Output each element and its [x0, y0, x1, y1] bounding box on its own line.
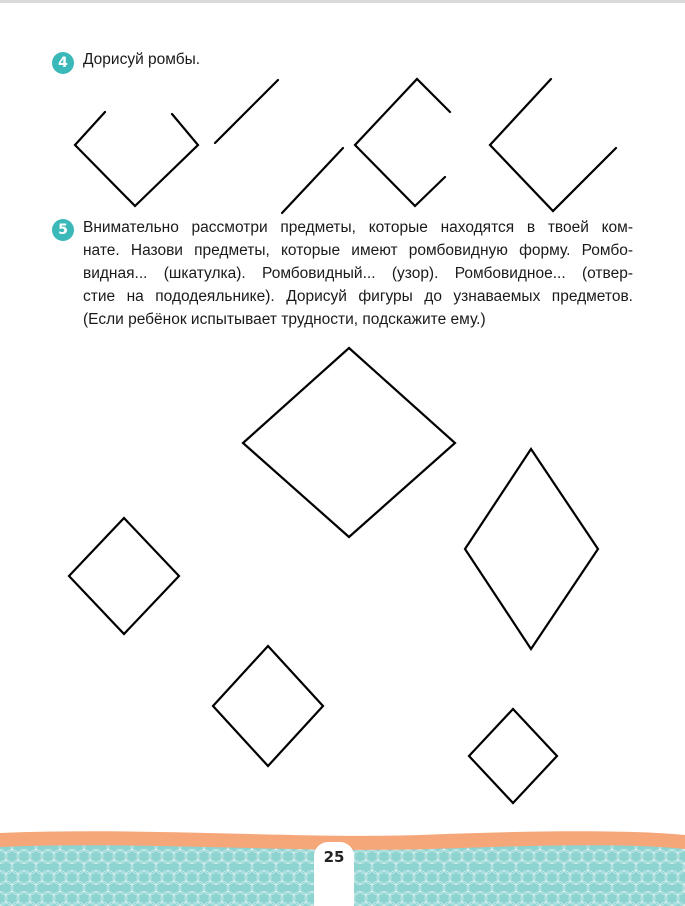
partial-rhombus-4[interactable]	[490, 79, 616, 211]
task-5-line: (Если ребёнок испытывает трудности, подскажите ему.)	[83, 311, 486, 328]
partial-rhombus-3[interactable]	[355, 79, 450, 206]
task-5-line: нате. Назови предметы, которые имеют ромбовидную форму. Ромбо-	[83, 242, 633, 259]
partial-rhombus-2-upper-side[interactable]	[215, 80, 278, 143]
rhombus-tall-right[interactable]	[465, 449, 598, 649]
partial-rhombus-2-lower-side[interactable]	[282, 148, 343, 213]
task-5-line: стие на пододеяльнике). Дорисуй фигуры до узнаваемых предметов.	[83, 288, 633, 305]
rhombus-left[interactable]	[69, 518, 179, 634]
task-5-number-badge: 5	[52, 219, 74, 241]
task-5-line: Внимательно рассмотри предметы, которые находятся в твоей ком-	[83, 219, 633, 236]
rhombus-small-bottom-right[interactable]	[469, 709, 557, 803]
rhombus-large-center[interactable]	[243, 348, 455, 537]
page-number: 25	[323, 848, 345, 866]
rhombus-bottom-center[interactable]	[213, 646, 323, 766]
task-4-number-badge: 4	[52, 52, 74, 74]
partial-rhombus-1[interactable]	[75, 112, 198, 206]
task-4-instruction: Дорисуй ромбы.	[83, 51, 201, 68]
task-5-line: видная... (шкатулка). Ромбовидный... (узор). Ромбовидное... (отвер-	[83, 265, 633, 282]
